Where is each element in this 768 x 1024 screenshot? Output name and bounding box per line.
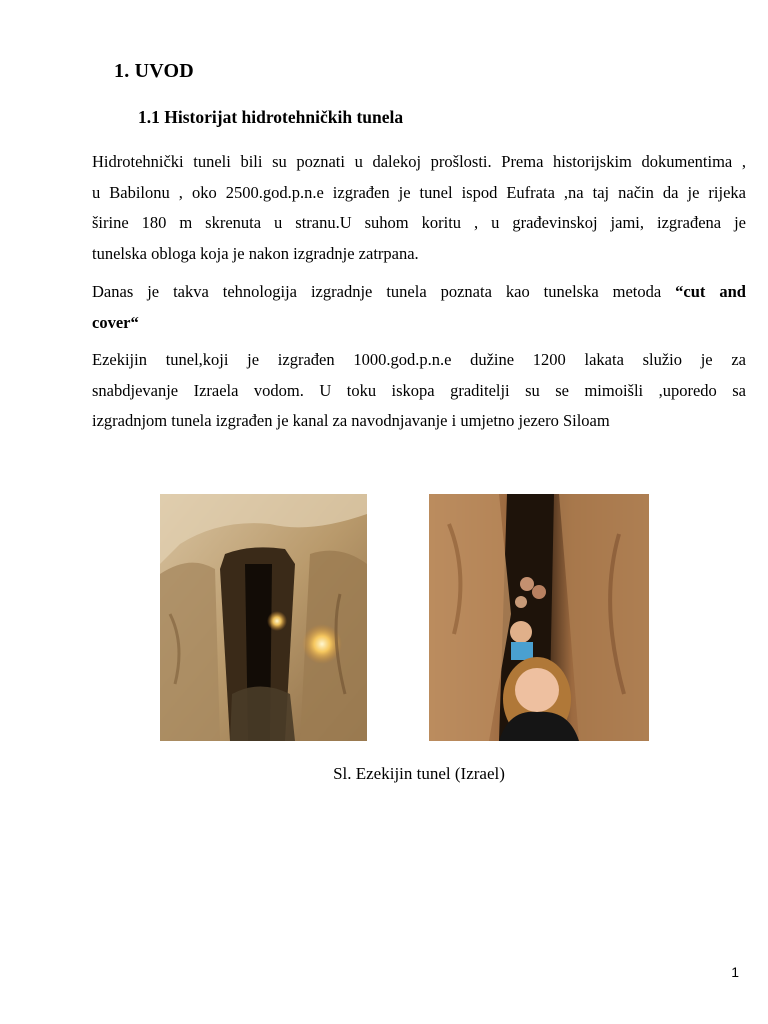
section-heading: 1.1 Historijat hidrotehničkih tunela xyxy=(138,107,404,127)
bold-term: cover“ xyxy=(92,312,139,332)
paragraph-line: tunelska obloga koja je nakon izgradnje zatrpana. xyxy=(92,243,419,263)
tunnel-visitors-photo xyxy=(429,494,649,741)
paragraph-2 xyxy=(92,277,746,338)
paragraph-text: Danas je takva tehnologija izgradnje tunela poznata kao tunelska metoda xyxy=(92,282,676,301)
chapter-number: 1. xyxy=(114,60,130,82)
tunnel-interior-photo xyxy=(160,494,367,741)
paragraph-line: izgradnjom tunela izgrađen je kanal za navodnjavanje i umjetno jezero Siloam xyxy=(92,411,610,430)
figure-caption xyxy=(0,764,768,784)
chapter-heading xyxy=(114,60,194,83)
paragraph-line: Ezekijin tunel,koji je izgrađen 1000.god.p.n.e dužine 1200 lakata služio je za xyxy=(92,350,746,369)
page-number: 1 xyxy=(731,964,739,980)
paragraph-line: snabdjevanje Izraela vodom. U toku iskopa graditelji su se mimoišli ,uporedo sa xyxy=(92,380,746,400)
paragraph-1 xyxy=(92,147,746,269)
bold-term: “cut and xyxy=(675,282,746,301)
paragraph-line xyxy=(92,277,746,308)
paragraph-line: u Babilonu , oko 2500.god.p.n.e izgrađen je tunel ispod Eufrata ,na taj način da je rijeka xyxy=(92,182,746,202)
paragraph-line: Hidrotehnički tuneli bili su poznati u dalekoj prošlosti. Prema historijskim dokumentima , xyxy=(92,152,746,171)
paragraph-3 xyxy=(92,345,746,437)
figure-caption-text: Sl. Ezekijin tunel (Izrael) xyxy=(333,764,505,783)
chapter-title: UVOD xyxy=(134,60,194,82)
paragraph-line: širine 180 m skrenuta u stranu.U suhom koritu , u građevinskoj jami, izgrađena je xyxy=(92,213,746,232)
